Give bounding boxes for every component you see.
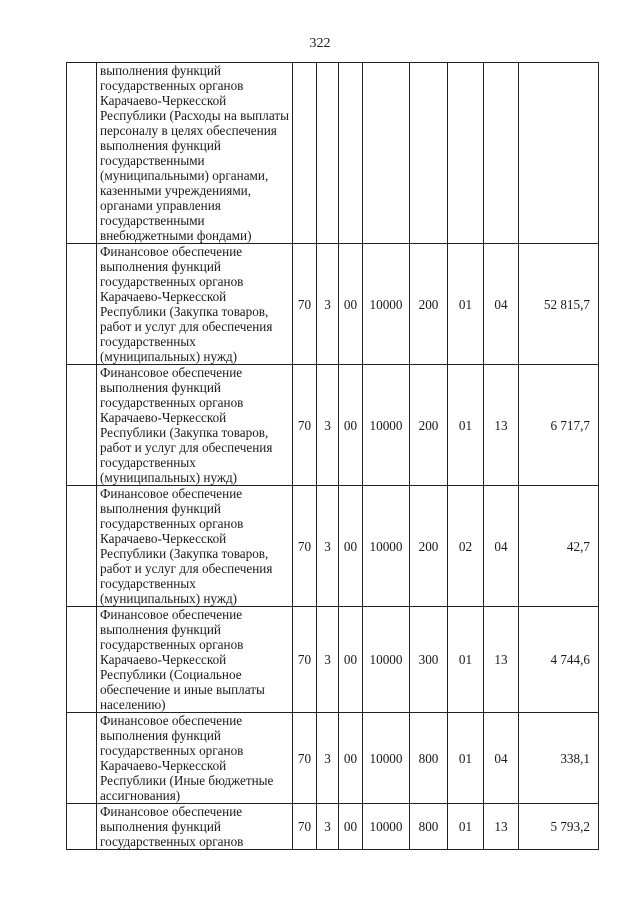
section-cell [448,63,484,244]
expense-type-cell: 200 [410,244,448,365]
program-cell: 70 [293,713,317,804]
amount-cell: 338,1 [519,713,599,804]
description-cell: Финансовое обеспечение выполнения функций государственных органов Карачаево-Черкесской Республики (Социальное обеспечение и иные выплаты населению) [97,607,293,713]
expense-type-cell: 300 [410,607,448,713]
index-cell [67,607,97,713]
amount-cell: 5 793,2 [519,804,599,850]
subprogram-cell: 3 [317,804,339,850]
subsection-cell [484,63,519,244]
index-cell [67,486,97,607]
subsection-cell: 13 [484,365,519,486]
expense-type-cell: 800 [410,804,448,850]
activity-cell: 00 [339,365,363,486]
description-cell: Финансовое обеспечение выполнения функций государственных органов Карачаево-Черкесской Республики (Закупка товаров, работ и услуг для обеспечения государственных (муниципальных) нужд) [97,244,293,365]
direction-cell: 10000 [363,486,410,607]
program-cell: 70 [293,607,317,713]
subprogram-cell [317,63,339,244]
subsection-cell: 04 [484,244,519,365]
index-cell [67,63,97,244]
budget-table [66,62,599,850]
direction-cell: 10000 [363,365,410,486]
amount-cell [519,63,599,244]
index-cell [67,365,97,486]
direction-cell [363,63,410,244]
index-cell [67,713,97,804]
activity-cell [339,63,363,244]
expense-type-cell: 800 [410,713,448,804]
direction-cell: 10000 [363,244,410,365]
direction-cell: 10000 [363,804,410,850]
program-cell [293,63,317,244]
subsection-cell: 13 [484,804,519,850]
subprogram-cell: 3 [317,244,339,365]
activity-cell: 00 [339,713,363,804]
subprogram-cell: 3 [317,365,339,486]
section-cell: 01 [448,244,484,365]
table-row [67,607,599,713]
subprogram-cell: 3 [317,713,339,804]
index-cell [67,244,97,365]
activity-cell: 00 [339,804,363,850]
section-cell: 01 [448,365,484,486]
description-cell: Финансовое обеспечение выполнения функций государственных органов Карачаево-Черкесской Республики (Иные бюджетные ассигнования) [97,713,293,804]
section-cell: 01 [448,607,484,713]
page-number: 322 [309,36,331,51]
amount-cell: 52 815,7 [519,244,599,365]
subsection-cell: 04 [484,713,519,804]
program-cell: 70 [293,365,317,486]
section-cell: 01 [448,713,484,804]
table-row [67,804,599,850]
activity-cell: 00 [339,486,363,607]
subsection-cell: 04 [484,486,519,607]
program-cell: 70 [293,804,317,850]
table-row [67,63,599,244]
table-row [67,713,599,804]
description-cell: Финансовое обеспечение выполнения функций государственных органов [97,804,293,850]
expense-type-cell: 200 [410,486,448,607]
direction-cell: 10000 [363,607,410,713]
expense-type-cell: 200 [410,365,448,486]
activity-cell: 00 [339,244,363,365]
description-cell: Финансовое обеспечение выполнения функций государственных органов Карачаево-Черкесской Республики (Закупка товаров, работ и услуг для обеспечения государственных (муниципальных) нужд) [97,486,293,607]
table-row [67,486,599,607]
program-cell: 70 [293,244,317,365]
table-row [67,365,599,486]
subprogram-cell: 3 [317,607,339,713]
expense-type-cell [410,63,448,244]
amount-cell: 4 744,6 [519,607,599,713]
section-cell: 01 [448,804,484,850]
subprogram-cell: 3 [317,486,339,607]
activity-cell: 00 [339,607,363,713]
section-cell: 02 [448,486,484,607]
table-row [67,244,599,365]
description-cell: выполнения функций государственных органов Карачаево-Черкесской Республики (Расходы на выплаты персоналу в целях обеспечения выполнения функций государственными (муниципальными) органами, казенными учреждениями, органами управления государственными внебюджетными фондами) [97,63,293,244]
amount-cell: 42,7 [519,486,599,607]
subsection-cell: 13 [484,607,519,713]
direction-cell: 10000 [363,713,410,804]
index-cell [67,804,97,850]
program-cell: 70 [293,486,317,607]
description-cell: Финансовое обеспечение выполнения функций государственных органов Карачаево-Черкесской Республики (Закупка товаров, работ и услуг для обеспечения государственных (муниципальных) нужд) [97,365,293,486]
amount-cell: 6 717,7 [519,365,599,486]
